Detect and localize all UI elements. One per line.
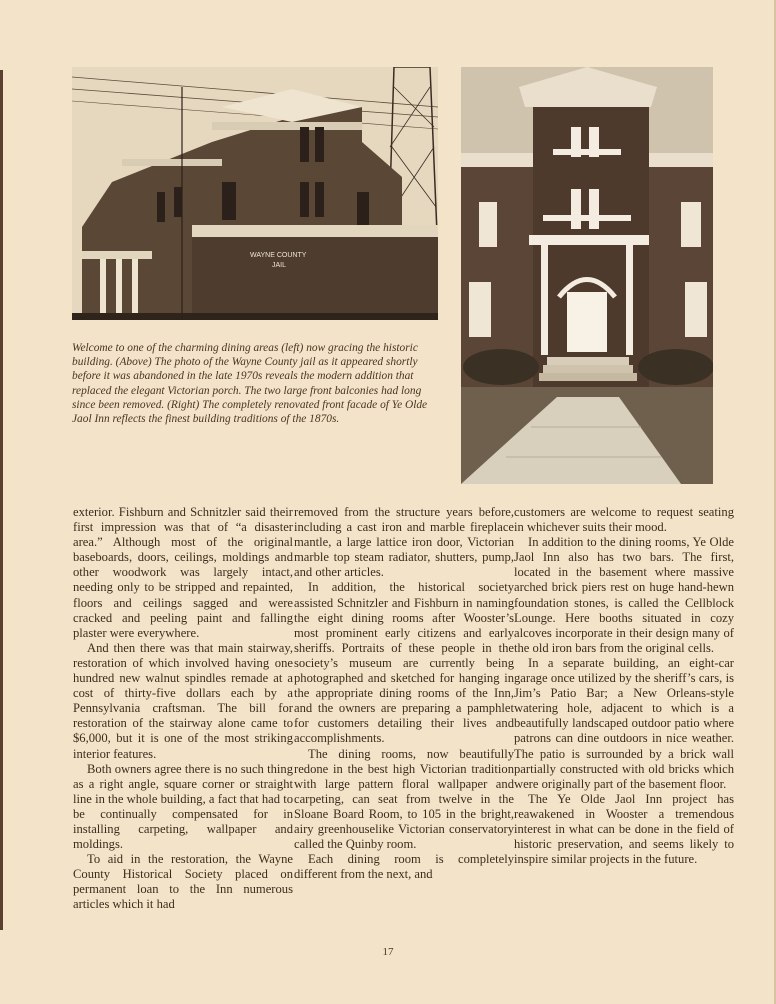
column-2-paragraph-1: removed from the structure years before, including a cast iron and marble fireplace mantle, a large lattice iron door, Victorian marble top steam radiator, shutters, pump, and other articles. [294, 505, 514, 580]
page-number: 17 [382, 946, 394, 958]
column-3-paragraph-4: The Ye Olde Jaol Inn project has reawakened in Wooster a tremendous interest in what can be done in the field of historic preservation, and seems likely to inspire similar projects in the future. [514, 791, 734, 867]
article-column-2 [294, 505, 514, 882]
column-1-paragraph-4: To aid in the restoration, the Wayne County Historical Society placed on permanent loan to the Inn numerous articles which it had [73, 852, 293, 912]
column-1-paragraph-3: Both owners agree there is no such thing as a right angle, square corner or straight line in the whole building, a fact that had to be continually compensated for in installing carpeting, wallpaper and moldings. [73, 761, 293, 852]
article-column-1 [73, 505, 293, 913]
column-3-paragraph-3: In a separate building, an eight-car garage once utilized by the sheriff’s cars, is Jim’s Patio Bar; a New Orleans-style watering hole, adjacent to which is a beautifully landscaped outdoor patio where patrons can dine outdoors in nice weather. The patio is surrounded by a brick wall partially constructed with old bricks which were originally part of the basement floor. [514, 655, 734, 791]
ye-olde-jaol-inn-facade-photo [461, 67, 713, 484]
photo-caption: Welcome to one of the charming dining areas (left) now gracing the historic building. (Above) The photo of the Wayne County jail as it appeared shortly before it was abandoned in the late 1970s reveals the modern addition that replaced the elegant Victorian porch. The two large front balconies had long since been removed. (Right) The completely renovated front facade of Ye Olde Jaol Inn reflects the finest building traditions of the 1870s. [72, 342, 428, 426]
article-column-3 [514, 505, 734, 867]
column-2-paragraph-4: Each dining room is completely different from the next, and [294, 852, 514, 882]
wayne-county-jail-photo [72, 67, 438, 320]
column-1-paragraph-2: And then there was that main stairway, restoration of which involved having one hundred new walnut spindles remade at a cost of thirty-five dollars each by a Pennsylvania craftsman. The bill for restoration of the stairway alone came to $6,000, but it is one of the most striking interior features. [73, 640, 293, 761]
column-1-paragraph-1: exterior. Fishburn and Schnitzler said their first impression was that of “a disaster area.” Although most of the original baseboards, doors, ceilings, moldings and other woodwork was largely intact, needing only to be stripped and repainted, floors and ceilings sagged and were cracked and peeling paint and falling plaster were everywhere. [73, 505, 293, 640]
page-edge-shadow [0, 70, 3, 930]
jail-sign-line2: JAIL [272, 262, 287, 269]
column-2-paragraph-3: The dining rooms, now beautifully redone in the best high Victorian tradition with large pattern floral wallpaper and carpeting, can seat from twelve in the Sloane Board Room, to 105 in the bright, airy greenhouselike Victorian conservatory called the Quinby room. [294, 746, 514, 852]
jail-sign-line1: WAYNE COUNTY [250, 252, 307, 259]
column-2-paragraph-2: In addition, the historical society assisted Schnitzler and Fishburn in naming the eight dining rooms after Wooster’s most prominent early citizens and early sheriffs. Portraits of these people in the society’s museum are currently being photographed and sketched for hanging in the appropriate dining rooms of the Inn, and the owners are preparing a pamphlet for customers detailing their lives and accomplishments. [294, 580, 514, 746]
column-3-paragraph-1: customers are welcome to request seating in whichever suits their mood. [514, 505, 734, 535]
column-3-paragraph-2: In addition to the dining rooms, Ye Olde Jaol Inn also has two bars. The first, located in the basement where massive arched brick piers rest on huge hand-hewn foundation stones, is called the Cellblock Lounge. Here booths situated in cozy alcoves incorporate in their design many of the old iron bars from the original cells. [514, 535, 734, 655]
